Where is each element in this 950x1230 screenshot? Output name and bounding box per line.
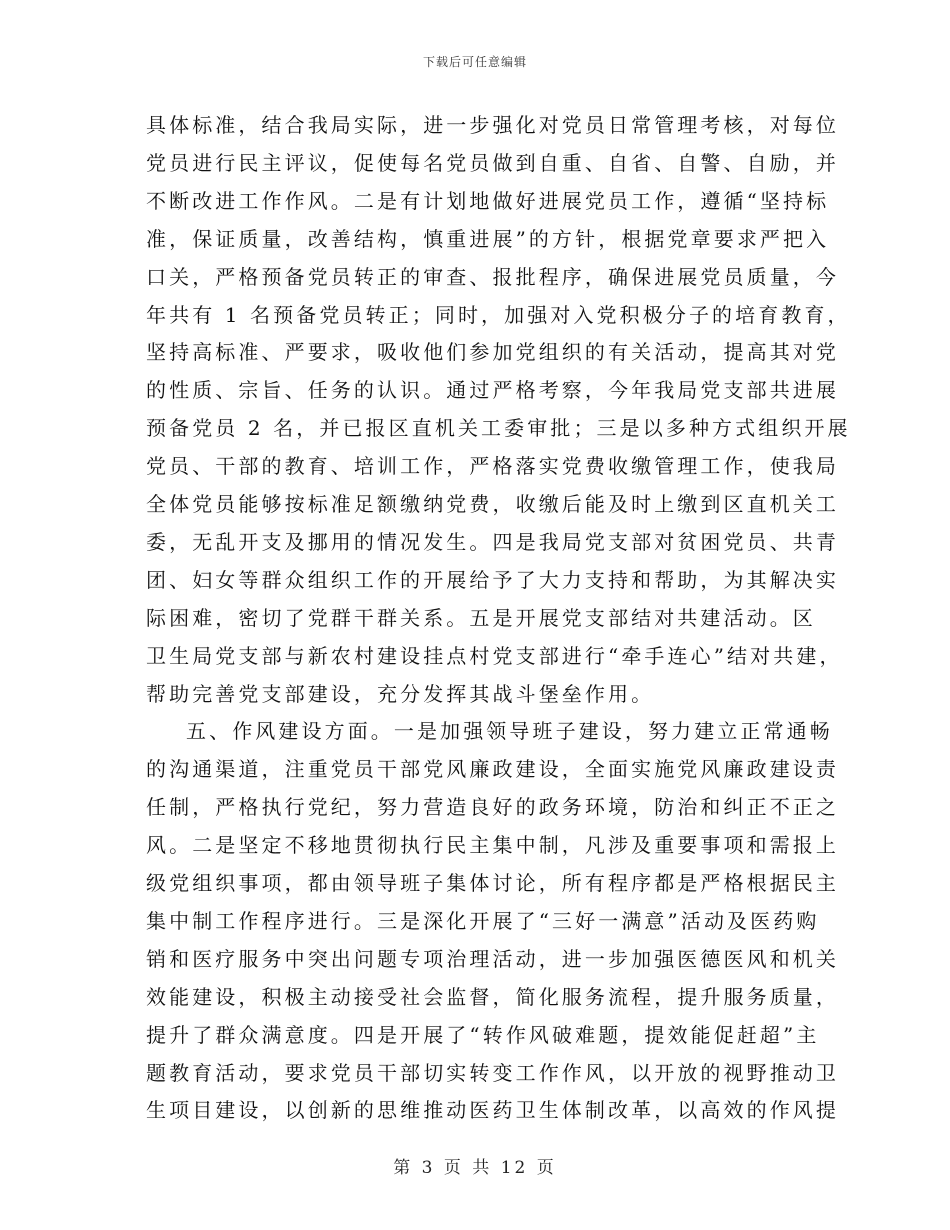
text-line: 委，无乱开支及挪用的情况发生。四是我局党支部对贫困党员、共青 — [146, 529, 839, 554]
text-line: 党员、干部的教育、培训工作，严格落实党费收缴管理工作，使我局 — [146, 454, 839, 479]
text-line: 坚持高标准、严要求，吸收他们参加党组织的有关活动，提高其对党 — [146, 340, 839, 365]
text-line-indented: 五、作风建设方面。一是加强领导班子建设，努力建立正常通畅 — [186, 719, 833, 744]
text-line: 提升了群众满意度。四是开展了“转作风破难题，提效能促赶超”主 — [146, 1022, 820, 1047]
text-line: 任制，严格执行党纪，努力营造良好的政务环境，防治和纠正不正之 — [146, 795, 839, 820]
text-line: 集中制工作程序进行。三是深化开展了“三好一满意”活动及医药购 — [146, 908, 820, 933]
text-line: 的沟通渠道，注重党员干部党风廉政建设，全面实施党风廉政建设责 — [146, 757, 839, 782]
text-line: 题教育活动，要求党员干部切实转变工作作风，以开放的视野推动卫 — [146, 1060, 839, 1085]
text-line: 风。二是坚定不移地贯彻执行民主集中制，凡涉及重要事项和需报上 — [146, 833, 839, 858]
text-line: 际困难，密切了党群干群关系。五是开展党支部结对共建活动。区 — [146, 605, 816, 630]
text-line: 销和医疗服务中突出问题专项治理活动，进一步加强医德医风和机关 — [146, 946, 839, 971]
text-line: 具体标准，结合我局实际，进一步强化对党员日常管理考核，对每位 — [146, 113, 839, 137]
text-line: 级党组织事项，都由领导班子集体讨论，所有程序都是严格根据民主 — [146, 871, 839, 895]
text-line: 准，保证质量，改善结构，慎重进展”的方针，根据党章要求严把入 — [146, 226, 830, 251]
text-line: 口关，严格预备党员转正的审查、报批程序，确保进展党员质量，今 — [146, 264, 839, 289]
text-line: 年共有 1 名预备党员转正；同时，加强对入党积极分子的培育教育， — [146, 302, 851, 327]
text-line: 效能建设，积极主动接受社会监督，简化服务流程，提升服务质量， — [146, 984, 839, 1009]
text-line: 党员进行民主评议，促使每名党员做到自重、自省、自警、自励，并 — [146, 150, 839, 175]
text-line: 全体党员能够按标准足额缴纳党费，收缴后能及时上缴到区直机关工 — [146, 492, 839, 516]
text-line: 团、妇女等群众组织工作的开展给予了大力支持和帮助，为其解决实 — [146, 567, 839, 592]
text-line: 帮助完善党支部建设，充分发挥其战斗堡垒作用。 — [146, 681, 655, 706]
text-line: 不断改进工作作风。二是有计划地做好进展党员工作，遵循“坚持标 — [146, 188, 830, 213]
header-note: 下载后可任意编辑 — [422, 55, 527, 69]
text-line: 预备党员 2 名，并已报区直机关工委审批；三是以多种方式组织开展 — [146, 416, 851, 441]
text-line: 卫生局党支部与新农村建设挂点村党支部进行“牵手连心”结对共建， — [146, 643, 843, 668]
page-number-footer: 第 3 页 共 12 页 — [393, 1158, 557, 1178]
text-line: 的性质、宗旨、任务的认识。通过严格考察，今年我局党支部共进展 — [146, 378, 839, 403]
text-line: 生项目建设，以创新的思维推动医药卫生体制改革，以高效的作风提 — [146, 1098, 839, 1123]
